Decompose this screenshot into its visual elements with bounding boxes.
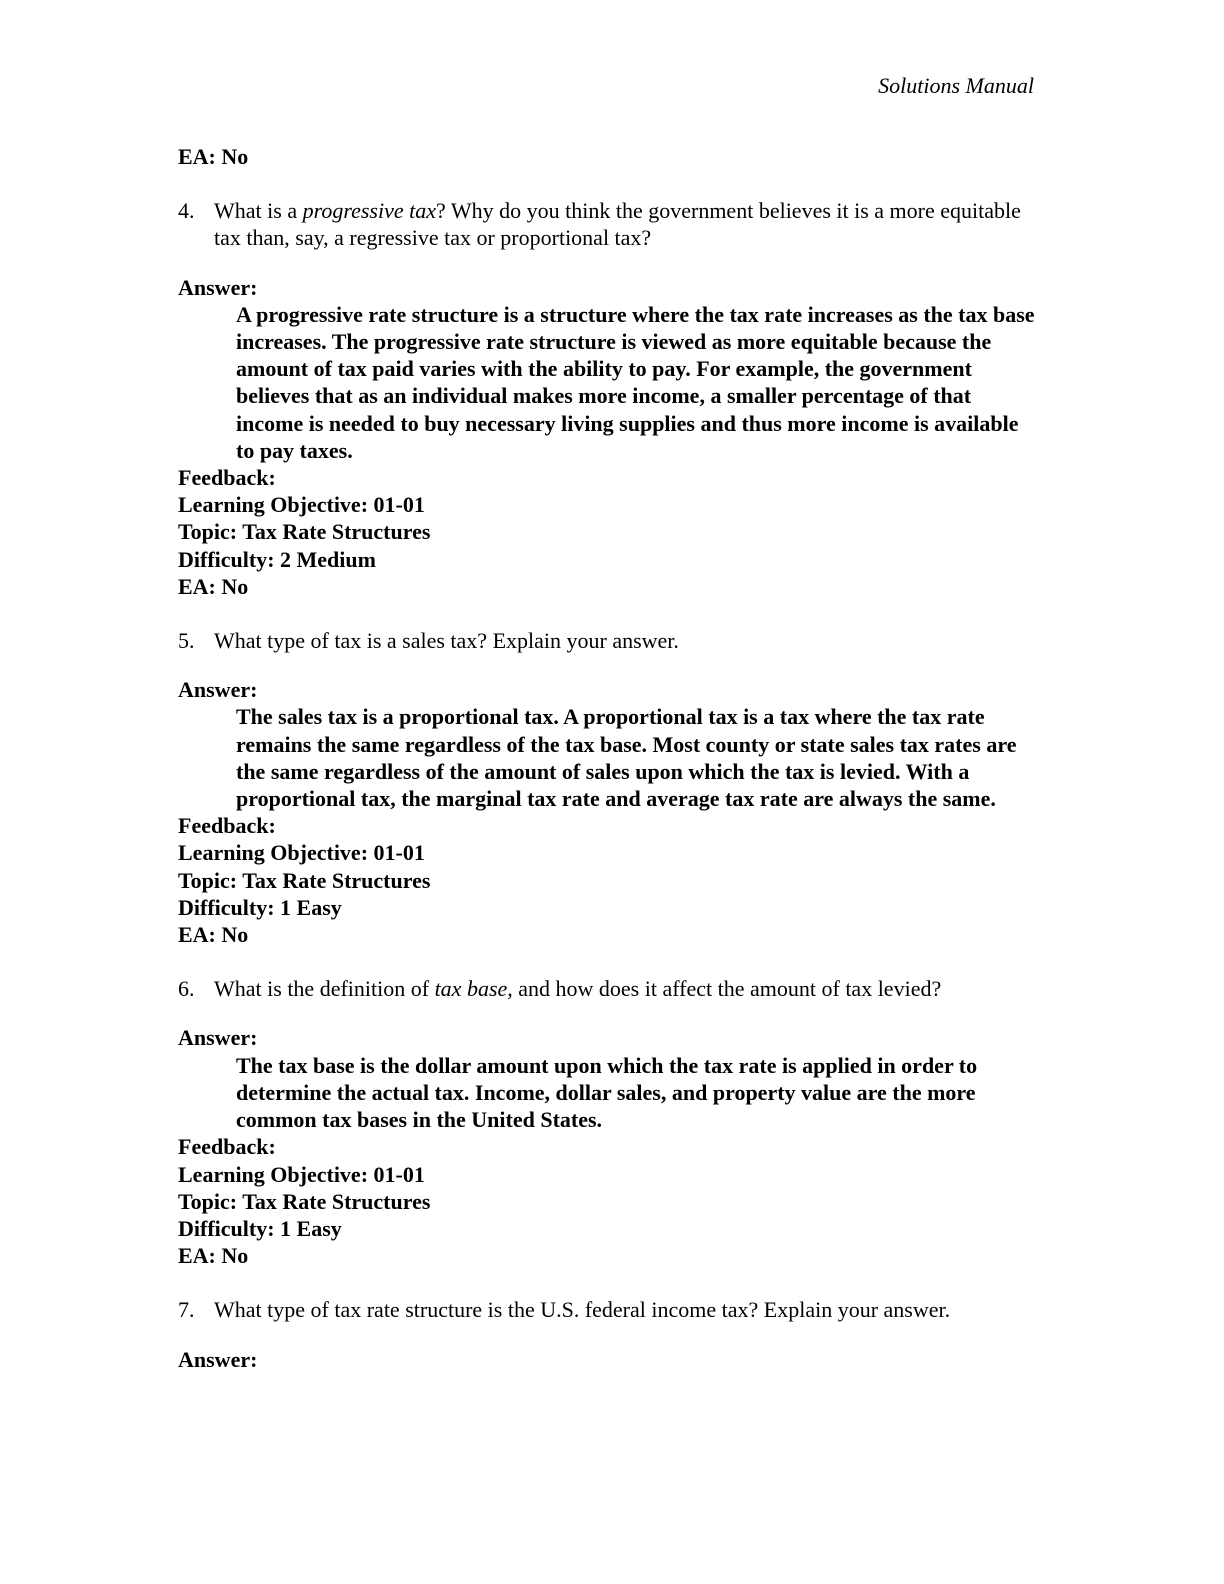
difficulty: Difficulty: 1 Easy [178, 894, 342, 920]
question-metadata [178, 1133, 1048, 1269]
topic: Topic: Tax Rate Structures [178, 867, 431, 893]
feedback-label: Feedback: [178, 1134, 276, 1160]
question-text [214, 975, 1048, 1002]
running-header: Solutions Manual [878, 73, 1034, 98]
answer-label: Answer: [178, 1025, 258, 1051]
question-number: 7. [178, 1297, 195, 1323]
ea-line: EA: No [178, 1243, 249, 1269]
difficulty: Difficulty: 2 Medium [178, 546, 376, 572]
ea-line: EA: No [178, 573, 249, 599]
question-text: What type of tax rate structure is the U.S. federal income tax? Explain your answer. [214, 1297, 951, 1323]
answer-label: Answer: [178, 274, 258, 300]
document-body [178, 143, 1048, 1373]
question-number: 5. [178, 628, 195, 654]
question-number: 6. [178, 976, 195, 1002]
question-metadata [178, 464, 1048, 600]
question-text-part: and how does it affect the amount of tax levied? [512, 976, 942, 1002]
feedback-label: Feedback: [178, 465, 276, 491]
question-text-part: What is a [214, 198, 303, 224]
difficulty: Difficulty: 1 Easy [178, 1215, 342, 1241]
answer-label: Answer: [178, 677, 258, 703]
feedback-label: Feedback: [178, 813, 276, 839]
learning-objective: Learning Objective: 01-01 [178, 1161, 425, 1187]
topic: Topic: Tax Rate Structures [178, 1188, 431, 1214]
question-6 [178, 975, 1048, 1002]
ea-line: EA: No [178, 144, 249, 169]
question-text [214, 197, 1048, 251]
answer-text: The tax base is the dollar amount upon which the tax rate is applied in order to determine the actual tax. Income, dollar sales, and property value are the more common tax bases in the United States. [236, 1052, 978, 1133]
learning-objective: Learning Objective: 01-01 [178, 840, 425, 866]
question-text-part: ? Why do you think the government believes it is a more equitable tax than, say, a regressive tax or proportional tax? [214, 198, 1021, 251]
answer-label: Answer: [178, 1346, 258, 1372]
question-term: tax base, [434, 976, 513, 1002]
question-7 [178, 1296, 1048, 1323]
answer-text: A progressive rate structure is a structure where the tax rate increases as the tax base increases. The progressive rate structure is viewed as more equitable because the amount of tax paid varies with the ability to pay. For example, the government believes that as an individual makes more income, a smaller percentage of that income is needed to buy necessary living supplies and thus more income is available to pay taxes. [236, 301, 1035, 463]
ea-line: EA: No [178, 922, 249, 948]
question-4 [178, 197, 1048, 251]
question-term: progressive tax [302, 198, 436, 224]
question-text-part: What is the definition of [214, 976, 435, 1002]
question-number: 4. [178, 198, 195, 224]
question-5 [178, 627, 1048, 654]
answer-text: The sales tax is a proportional tax. A proportional tax is a tax where the tax rate remains the same regardless of the tax base. Most county or state sales tax rates are the same regardless of the amount of sales upon which the tax is levied. With a proportional tax, the marginal tax rate and average tax rate are always the same. [236, 704, 1017, 812]
question-text: What type of tax is a sales tax? Explain your answer. [214, 628, 679, 654]
learning-objective: Learning Objective: 01-01 [178, 492, 425, 518]
topic: Topic: Tax Rate Structures [178, 519, 431, 545]
question-metadata [178, 812, 1048, 948]
